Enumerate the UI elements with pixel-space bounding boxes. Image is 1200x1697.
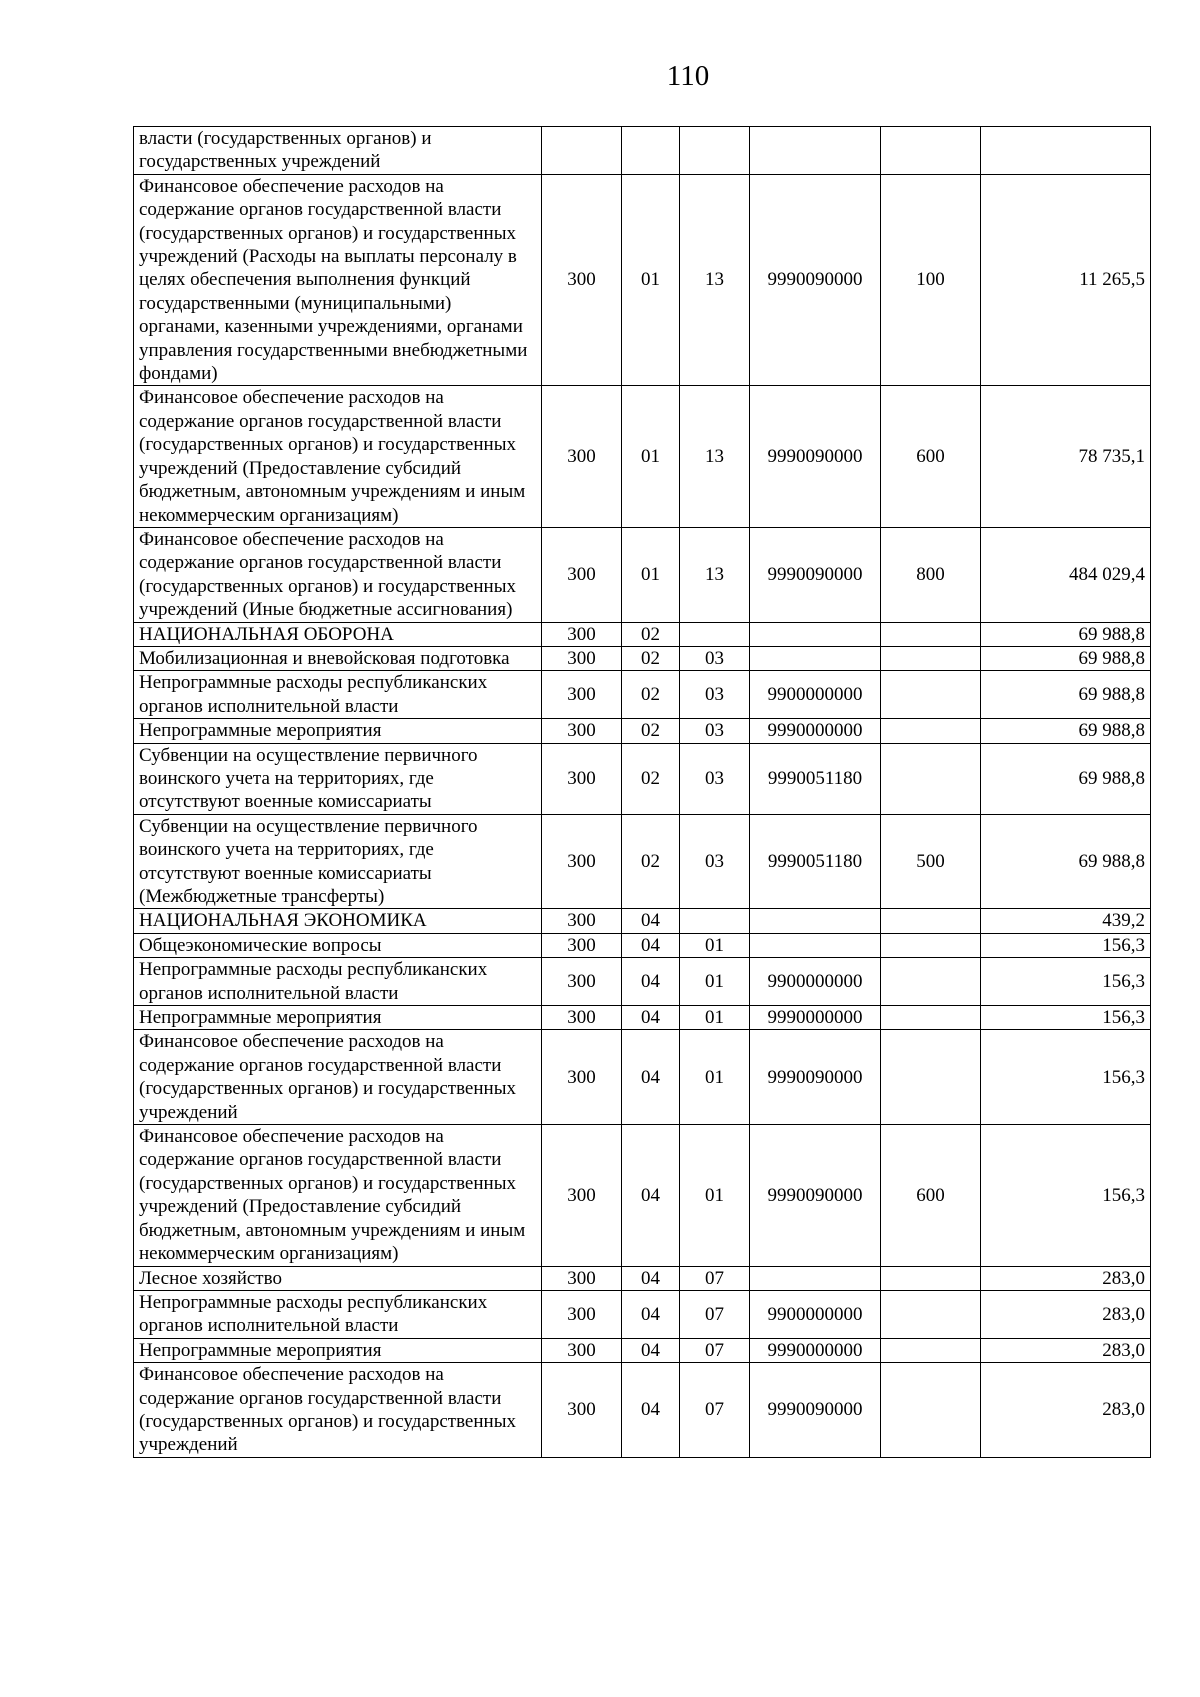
cell-target-article: 9990090000 <box>750 527 881 622</box>
cell-section-code: 02 <box>622 814 680 909</box>
cell-ministry-code: 300 <box>542 646 622 670</box>
cell-subsection-code <box>680 909 750 933</box>
page-number: 110 <box>666 60 710 92</box>
table-row <box>134 909 1151 933</box>
cell-ministry-code <box>542 127 622 175</box>
cell-target-article: 9990090000 <box>750 174 881 386</box>
cell-ministry-code: 300 <box>542 958 622 1006</box>
cell-amount: 69 988,8 <box>981 671 1151 719</box>
cell-section-code: 04 <box>622 1290 680 1338</box>
cell-section-code: 04 <box>622 1125 680 1266</box>
cell-target-article: 9990051180 <box>750 743 881 814</box>
cell-ministry-code: 300 <box>542 386 622 527</box>
table-row <box>134 386 1151 527</box>
cell-subsection-code: 03 <box>680 646 750 670</box>
cell-target-article: 9990090000 <box>750 1030 881 1125</box>
cell-expense-name: Непрограммные мероприятия <box>134 1338 542 1362</box>
cell-section-code: 02 <box>622 743 680 814</box>
cell-expense-type <box>881 933 981 957</box>
cell-expense-name: НАЦИОНАЛЬНАЯ ОБОРОНА <box>134 622 542 646</box>
table-row <box>134 1363 1151 1458</box>
cell-expense-type: 100 <box>881 174 981 386</box>
cell-target-article <box>750 1266 881 1290</box>
cell-subsection-code: 13 <box>680 386 750 527</box>
cell-section-code: 04 <box>622 909 680 933</box>
cell-subsection-code: 07 <box>680 1363 750 1458</box>
cell-amount: 283,0 <box>981 1363 1151 1458</box>
cell-expense-type <box>881 127 981 175</box>
cell-amount <box>981 127 1151 175</box>
cell-section-code: 02 <box>622 719 680 743</box>
cell-amount: 156,3 <box>981 1006 1151 1030</box>
cell-subsection-code <box>680 127 750 175</box>
table-row <box>134 174 1151 386</box>
cell-section-code: 02 <box>622 671 680 719</box>
cell-amount: 69 988,8 <box>981 719 1151 743</box>
cell-expense-name: Мобилизационная и вневойсковая подготовка <box>134 646 542 670</box>
cell-expense-name: Субвенции на осуществление первичного воинского учета на территориях, где отсутствуют военные комиссариаты <box>134 743 542 814</box>
cell-subsection-code: 03 <box>680 719 750 743</box>
table-row <box>134 1266 1151 1290</box>
cell-amount: 156,3 <box>981 1125 1151 1266</box>
cell-subsection-code: 03 <box>680 743 750 814</box>
cell-subsection-code: 13 <box>680 527 750 622</box>
cell-target-article: 9990090000 <box>750 1363 881 1458</box>
cell-target-article <box>750 933 881 957</box>
cell-expense-name: НАЦИОНАЛЬНАЯ ЭКОНОМИКА <box>134 909 542 933</box>
cell-subsection-code: 07 <box>680 1266 750 1290</box>
cell-amount: 69 988,8 <box>981 814 1151 909</box>
cell-ministry-code: 300 <box>542 622 622 646</box>
cell-expense-name: Общеэкономические вопросы <box>134 933 542 957</box>
cell-expense-type: 500 <box>881 814 981 909</box>
cell-expense-type <box>881 646 981 670</box>
table-row <box>134 719 1151 743</box>
cell-amount: 439,2 <box>981 909 1151 933</box>
cell-expense-name: Непрограммные расходы республиканских органов исполнительной власти <box>134 1290 542 1338</box>
cell-expense-type <box>881 1290 981 1338</box>
cell-amount: 283,0 <box>981 1290 1151 1338</box>
table-row <box>134 527 1151 622</box>
cell-expense-type <box>881 622 981 646</box>
cell-expense-type <box>881 909 981 933</box>
cell-amount: 69 988,8 <box>981 622 1151 646</box>
cell-section-code: 01 <box>622 386 680 527</box>
cell-ministry-code: 300 <box>542 719 622 743</box>
cell-amount: 156,3 <box>981 1030 1151 1125</box>
cell-target-article <box>750 622 881 646</box>
cell-section-code: 04 <box>622 1266 680 1290</box>
cell-target-article: 9990000000 <box>750 1006 881 1030</box>
cell-expense-name: Лесное хозяйство <box>134 1266 542 1290</box>
cell-ministry-code: 300 <box>542 1125 622 1266</box>
cell-section-code: 04 <box>622 958 680 1006</box>
cell-subsection-code: 01 <box>680 933 750 957</box>
cell-expense-type <box>881 1266 981 1290</box>
cell-target-article: 9900000000 <box>750 671 881 719</box>
cell-section-code: 04 <box>622 1006 680 1030</box>
cell-expense-name: Непрограммные мероприятия <box>134 719 542 743</box>
cell-section-code: 04 <box>622 1363 680 1458</box>
cell-ministry-code: 300 <box>542 1266 622 1290</box>
table-row <box>134 958 1151 1006</box>
cell-expense-name: Финансовое обеспечение расходов на содержание органов государственной власти (государственных органов) и государственных учреждений <box>134 1363 542 1458</box>
cell-amount: 78 735,1 <box>981 386 1151 527</box>
cell-expense-name: Субвенции на осуществление первичного воинского учета на территориях, где отсутствуют военные комиссариаты (Межбюджетные трансферты) <box>134 814 542 909</box>
cell-ministry-code: 300 <box>542 1030 622 1125</box>
cell-expense-type <box>881 719 981 743</box>
cell-expense-name: Финансовое обеспечение расходов на содержание органов государственной власти (государственных органов) и государственных учреждений (Предоставление субсидий бюджетным, автономным учреждениям и иным некоммерческим организациям) <box>134 386 542 527</box>
cell-subsection-code: 01 <box>680 1125 750 1266</box>
cell-section-code <box>622 127 680 175</box>
cell-ministry-code: 300 <box>542 1363 622 1458</box>
cell-expense-type: 800 <box>881 527 981 622</box>
cell-expense-type <box>881 743 981 814</box>
cell-expense-type: 600 <box>881 1125 981 1266</box>
cell-ministry-code: 300 <box>542 1290 622 1338</box>
cell-amount: 156,3 <box>981 958 1151 1006</box>
table-body <box>134 127 1151 1458</box>
table-row <box>134 1290 1151 1338</box>
cell-expense-name: власти (государственных органов) и государственных учреждений <box>134 127 542 175</box>
cell-ministry-code: 300 <box>542 1338 622 1362</box>
table-row <box>134 646 1151 670</box>
table-row <box>134 1006 1151 1030</box>
cell-target-article <box>750 127 881 175</box>
table-row <box>134 933 1151 957</box>
cell-amount: 69 988,8 <box>981 646 1151 670</box>
cell-expense-type <box>881 1006 981 1030</box>
cell-expense-name: Финансовое обеспечение расходов на содержание органов государственной власти (государственных органов) и государственных учреждений <box>134 1030 542 1125</box>
cell-section-code: 04 <box>622 933 680 957</box>
cell-subsection-code <box>680 622 750 646</box>
cell-expense-name: Финансовое обеспечение расходов на содержание органов государственной власти (государственных органов) и государственных учреждений (Расходы на выплаты персоналу в целях обеспечения выполнения функций государственными (муниципальными) органами, казенными учреждениями, органами управления государственными внебюджетными фондами) <box>134 174 542 386</box>
cell-expense-type <box>881 1338 981 1362</box>
cell-target-article: 9990090000 <box>750 1125 881 1266</box>
cell-target-article: 9990000000 <box>750 1338 881 1362</box>
cell-ministry-code: 300 <box>542 671 622 719</box>
cell-section-code: 01 <box>622 174 680 386</box>
cell-subsection-code: 07 <box>680 1338 750 1362</box>
table-row <box>134 1338 1151 1362</box>
table-row <box>134 671 1151 719</box>
cell-expense-name: Финансовое обеспечение расходов на содержание органов государственной власти (государственных органов) и государственных учреждений (Предоставление субсидий бюджетным, автономным учреждениям и иным некоммерческим организациям) <box>134 1125 542 1266</box>
cell-section-code: 02 <box>622 646 680 670</box>
cell-expense-name: Непрограммные расходы республиканских органов исполнительной власти <box>134 671 542 719</box>
table-row <box>134 127 1151 175</box>
cell-ministry-code: 300 <box>542 527 622 622</box>
cell-amount: 484 029,4 <box>981 527 1151 622</box>
cell-ministry-code: 300 <box>542 933 622 957</box>
cell-ministry-code: 300 <box>542 1006 622 1030</box>
table-row <box>134 814 1151 909</box>
cell-section-code: 04 <box>622 1338 680 1362</box>
cell-ministry-code: 300 <box>542 174 622 386</box>
cell-subsection-code: 03 <box>680 814 750 909</box>
table-row <box>134 1030 1151 1125</box>
cell-target-article: 9900000000 <box>750 1290 881 1338</box>
budget-table <box>133 126 1151 1458</box>
cell-subsection-code: 07 <box>680 1290 750 1338</box>
cell-ministry-code: 300 <box>542 814 622 909</box>
cell-subsection-code: 01 <box>680 958 750 1006</box>
cell-section-code: 04 <box>622 1030 680 1125</box>
cell-target-article <box>750 646 881 670</box>
cell-subsection-code: 13 <box>680 174 750 386</box>
cell-amount: 11 265,5 <box>981 174 1151 386</box>
cell-subsection-code: 01 <box>680 1030 750 1125</box>
table-row <box>134 622 1151 646</box>
cell-amount: 156,3 <box>981 933 1151 957</box>
cell-expense-name: Финансовое обеспечение расходов на содержание органов государственной власти (государственных органов) и государственных учреждений (Иные бюджетные ассигнования) <box>134 527 542 622</box>
table-row <box>134 743 1151 814</box>
cell-expense-type <box>881 1363 981 1458</box>
cell-ministry-code: 300 <box>542 743 622 814</box>
cell-expense-type <box>881 671 981 719</box>
cell-expense-type <box>881 1030 981 1125</box>
cell-section-code: 01 <box>622 527 680 622</box>
cell-amount: 283,0 <box>981 1266 1151 1290</box>
cell-amount: 69 988,8 <box>981 743 1151 814</box>
cell-expense-name: Непрограммные расходы республиканских органов исполнительной власти <box>134 958 542 1006</box>
cell-ministry-code: 300 <box>542 909 622 933</box>
cell-target-article: 9990090000 <box>750 386 881 527</box>
cell-subsection-code: 01 <box>680 1006 750 1030</box>
cell-section-code: 02 <box>622 622 680 646</box>
cell-amount: 283,0 <box>981 1338 1151 1362</box>
cell-target-article: 9990051180 <box>750 814 881 909</box>
cell-target-article: 9900000000 <box>750 958 881 1006</box>
cell-subsection-code: 03 <box>680 671 750 719</box>
table-row <box>134 1125 1151 1266</box>
cell-expense-type: 600 <box>881 386 981 527</box>
cell-target-article <box>750 909 881 933</box>
cell-expense-type <box>881 958 981 1006</box>
cell-target-article: 9990000000 <box>750 719 881 743</box>
cell-expense-name: Непрограммные мероприятия <box>134 1006 542 1030</box>
